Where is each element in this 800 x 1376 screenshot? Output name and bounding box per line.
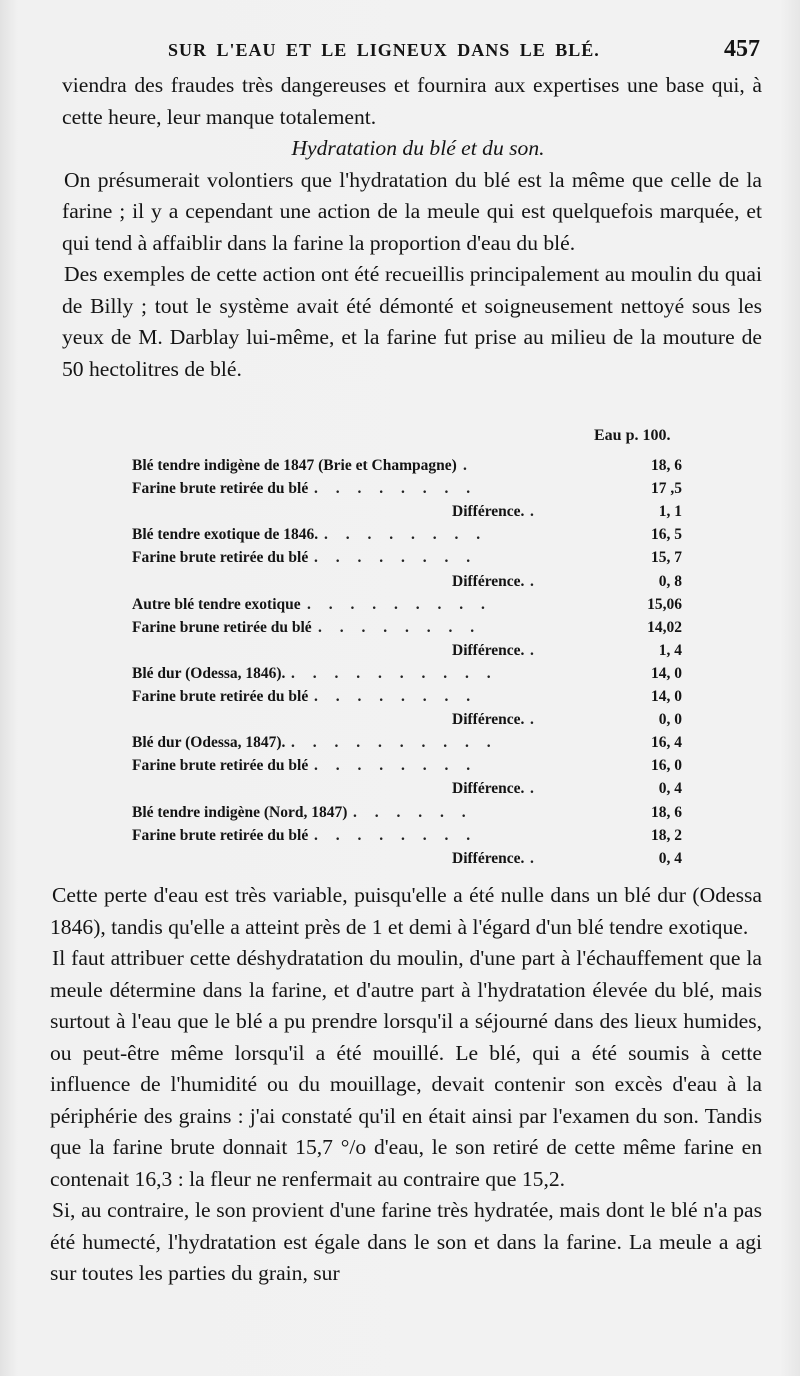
row-value: 18, 6 — [651, 457, 682, 474]
table-row — [132, 802, 682, 824]
table-row — [132, 732, 682, 754]
dot-leader: . . . . . . . . — [314, 549, 478, 567]
table-row — [132, 455, 682, 477]
table-row — [132, 755, 682, 777]
row-label: Autre blé tendre exotique — [132, 595, 301, 613]
paragraph: On présumerait volontiers que l'hydratation du blé est la même que celle de la farine ; il y a cependant une action de la meule qui est quelquefois marquée, et qui tend à affaiblir dans la farine la proportion d'eau du blé. — [62, 167, 762, 255]
paragraph: Il faut attribuer cette déshydratation du moulin, d'une part à l'échauffement que la meule détermine dans la farine, et d'autre part à l'hydratation élevée du blé, mais surtout à l'eau que le blé a pu prendre lorsqu'il a séjourné dans des lieux humides, ou peut-être même lorsqu'il a été mouillé. Le blé, qui a été soumis à cette influence de l'humidité ou du mouillage, devait contenir son excès d'eau à la périphérie des grains : j'ai constaté qu'il en était ainsi par l'examen du son. Tandis que la farine brute donnait 15,7 °/o d'eau, le son retiré de cette même farine en contenait 16,3 : la fleur ne renfermait au contraire que 15,2. — [50, 946, 762, 1191]
row-value: 18, 2 — [651, 826, 682, 844]
row-value: 17 ,5 — [651, 480, 682, 498]
row-label: Blé dur (Odessa, 1846). — [132, 664, 286, 682]
table-column-header: Eau p. 100. — [594, 427, 671, 444]
row-label: Différence. — [452, 711, 525, 729]
dot-leader: . — [530, 780, 541, 798]
row-value: 14, 0 — [651, 688, 682, 705]
difference-row — [132, 778, 682, 800]
table-row — [132, 547, 682, 569]
row-value: 0, 0 — [658, 711, 682, 729]
row-value: 0, 4 — [658, 849, 682, 867]
row-label: Différence. — [452, 503, 525, 521]
row-label: Blé tendre indigène (Nord, 1847) — [132, 803, 348, 821]
lower-text-block — [50, 880, 762, 1290]
row-label: Farine brute retirée du blé — [132, 826, 309, 844]
row-value: 15,06 — [647, 595, 682, 613]
row-label: Différence. — [452, 572, 525, 590]
table-row — [132, 524, 682, 546]
dot-leader: . — [463, 457, 474, 474]
table-row — [132, 825, 682, 847]
table-row — [132, 478, 682, 500]
row-label: Blé tendre indigène de 1847 (Brie et Champagne) — [132, 457, 457, 474]
difference-row — [132, 501, 682, 523]
running-head: SUR L'EAU ET LE LIGNEUX DANS LE BLÉ. — [168, 40, 600, 60]
dot-leader: . . . . . . . . . — [307, 595, 492, 613]
row-value: 16, 4 — [651, 734, 682, 752]
table-row — [132, 594, 682, 616]
row-value: 0, 4 — [658, 780, 682, 798]
dot-leader: . . . . . . . . — [324, 526, 488, 544]
row-value: 14, 0 — [651, 664, 682, 682]
dot-leader: . — [530, 641, 541, 659]
paragraph: Des exemples de cette action ont été recueillis principalement au moulin du quai de Billy ; tout le système avait été démonté et soigneusement nettoyé sous les yeux de M. Darblay lui-même, et la farine fut prise au milieu de la mouture de 50 hectolitres de blé. — [62, 262, 762, 381]
difference-row — [132, 848, 682, 870]
dot-leader: . . . . . . . . — [318, 618, 482, 636]
intro-paragraph: viendra des fraudes très dangereuses et fournira aux expertises une base qui, à cette heure, leur manque totalement. — [62, 73, 762, 129]
row-label: Différence. — [452, 849, 525, 867]
difference-row — [132, 640, 682, 662]
upper-text-block — [62, 70, 762, 385]
row-value: 16, 5 — [651, 526, 682, 544]
dot-leader: . . . . . . . . — [314, 757, 478, 775]
row-label: Différence. — [452, 780, 525, 798]
row-value: 18, 6 — [651, 803, 682, 821]
section-title: Hydratation du blé et du son. — [291, 136, 545, 160]
dot-leader: . . . . . . . . . . — [291, 664, 498, 682]
row-label: Farine brute retirée du blé — [132, 480, 309, 498]
row-value: 16, 0 — [651, 757, 682, 775]
row-value: 15, 7 — [651, 549, 682, 567]
row-label: Farine brute retirée du blé — [132, 688, 309, 705]
row-value: 1, 4 — [658, 641, 682, 659]
dot-leader: . — [530, 711, 541, 729]
row-label: Différence. — [452, 641, 525, 659]
table-row — [132, 686, 682, 708]
row-value: 1, 1 — [658, 503, 682, 521]
dot-leader: . — [530, 503, 541, 521]
row-label: Farine brute retirée du blé — [132, 757, 309, 775]
row-label: Blé dur (Odessa, 1847). — [132, 734, 286, 752]
row-value: 14,02 — [647, 618, 682, 636]
dot-leader: . . . . . . . . — [314, 826, 478, 844]
table-row — [132, 617, 682, 639]
difference-row — [132, 709, 682, 731]
row-value: 0, 8 — [658, 572, 682, 590]
row-label: Farine brune retirée du blé — [132, 618, 312, 636]
dot-leader: . — [530, 572, 541, 590]
row-label: Blé tendre exotique de 1846. — [132, 526, 319, 544]
dot-leader: . . . . . . — [353, 803, 473, 821]
page-header — [168, 36, 760, 70]
paragraph: Cette perte d'eau est très variable, puisqu'elle a été nulle dans un blé dur (Odessa 1846), tandis qu'elle a atteint près de 1 et demi à l'égard d'un blé tendre exotique. — [50, 883, 762, 939]
paragraph: Si, au contraire, le son provient d'une farine très hydratée, mais dont le blé n'a pas été humecté, l'hydratation est égale dans le son et dans la farine. La meule a agi sur toutes les parties du grain, sur — [50, 1198, 762, 1285]
row-label: Farine brute retirée du blé — [132, 549, 309, 567]
page-number: 457 — [724, 36, 760, 62]
dot-leader: . . . . . . . . — [314, 480, 478, 498]
dot-leader: . — [530, 849, 541, 867]
dot-leader: . . . . . . . . — [314, 688, 478, 705]
table-row — [132, 663, 682, 685]
dot-leader: . . . . . . . . . . — [291, 734, 498, 752]
difference-row — [132, 571, 682, 593]
